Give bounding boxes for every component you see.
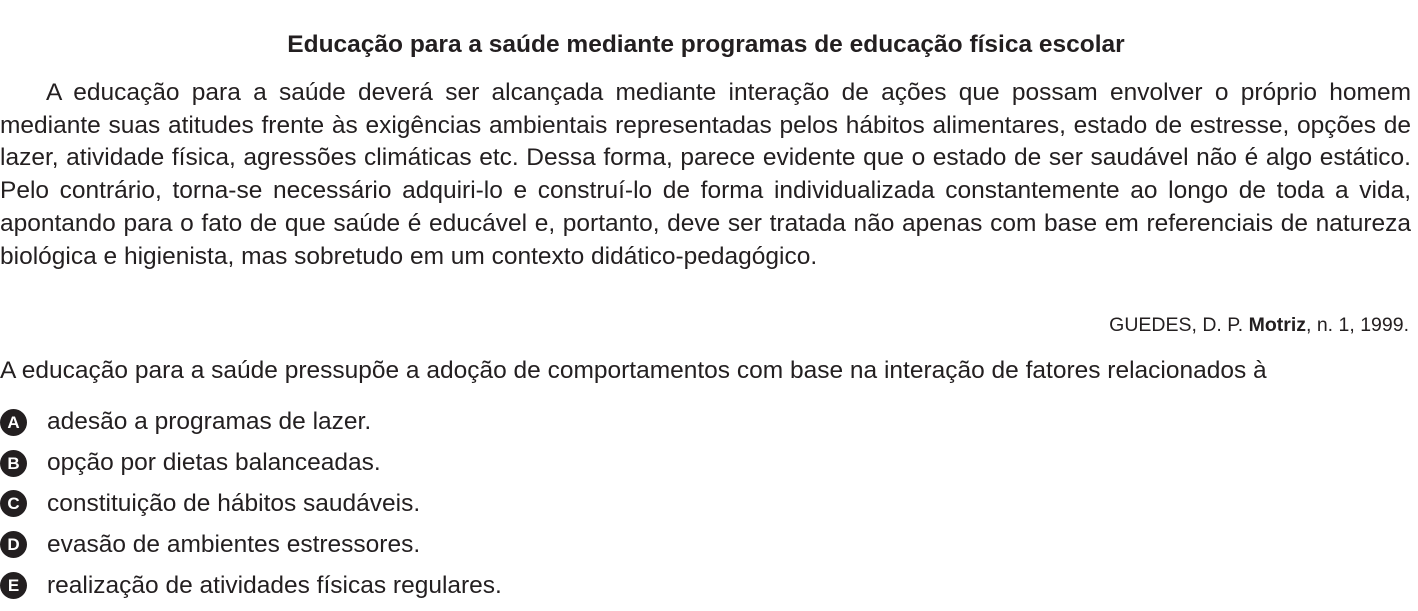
- option-b[interactable]: [0, 443, 502, 484]
- question-stem: A educação para a saúde pressupõe a adoção de comportamentos com base na interação de fatores relacionados à: [0, 357, 1267, 384]
- option-a-letter-badge: A: [0, 409, 27, 436]
- passage-title: Educação para a saúde mediante programas de educação física escolar: [287, 31, 1125, 58]
- citation-author: GUEDES, D. P.: [1109, 314, 1249, 336]
- answer-options: [0, 402, 502, 606]
- option-c-letter-badge: C: [0, 490, 27, 517]
- citation-source: Motriz: [1248, 314, 1306, 336]
- option-b-text: opção por dietas balanceadas.: [47, 449, 381, 477]
- option-b-letter-badge: B: [0, 450, 27, 477]
- option-c[interactable]: [0, 484, 502, 525]
- option-d-letter-badge: D: [0, 531, 27, 558]
- citation-details: , n. 1, 1999.: [1306, 314, 1409, 336]
- passage-citation: [1109, 312, 1409, 338]
- option-a[interactable]: [0, 402, 502, 443]
- option-e[interactable]: [0, 565, 502, 606]
- option-d-text: evasão de ambientes estressores.: [47, 530, 421, 558]
- option-e-letter-badge: E: [0, 572, 27, 599]
- passage-text: A educação para a saúde deverá ser alcançada mediante interação de ações que possam envolver o próprio homem mediante suas atitudes frente às exigências ambientais representadas pelos hábitos alimentares, estado de estresse, opções de lazer, atividade física, agressões climáticas etc. Dessa forma, parece evidente que o estado de ser saudável não é algo estático. Pelo contrário, torna-se necessário adquiri-lo e construí-lo de forma individualizada constantemente ao longo de toda a vida, apontando para o fato de que saúde é educável e, portanto, deve ser tratada não apenas com base em referenciais de natureza biológica e higienista, mas sobretudo em um contexto didático-pedagógico.: [0, 79, 1411, 270]
- option-c-text: constituição de hábitos saudáveis.: [47, 489, 421, 517]
- option-d[interactable]: [0, 524, 502, 565]
- option-e-text: realização de atividades físicas regulares.: [47, 571, 502, 599]
- option-a-text: adesão a programas de lazer.: [47, 408, 372, 436]
